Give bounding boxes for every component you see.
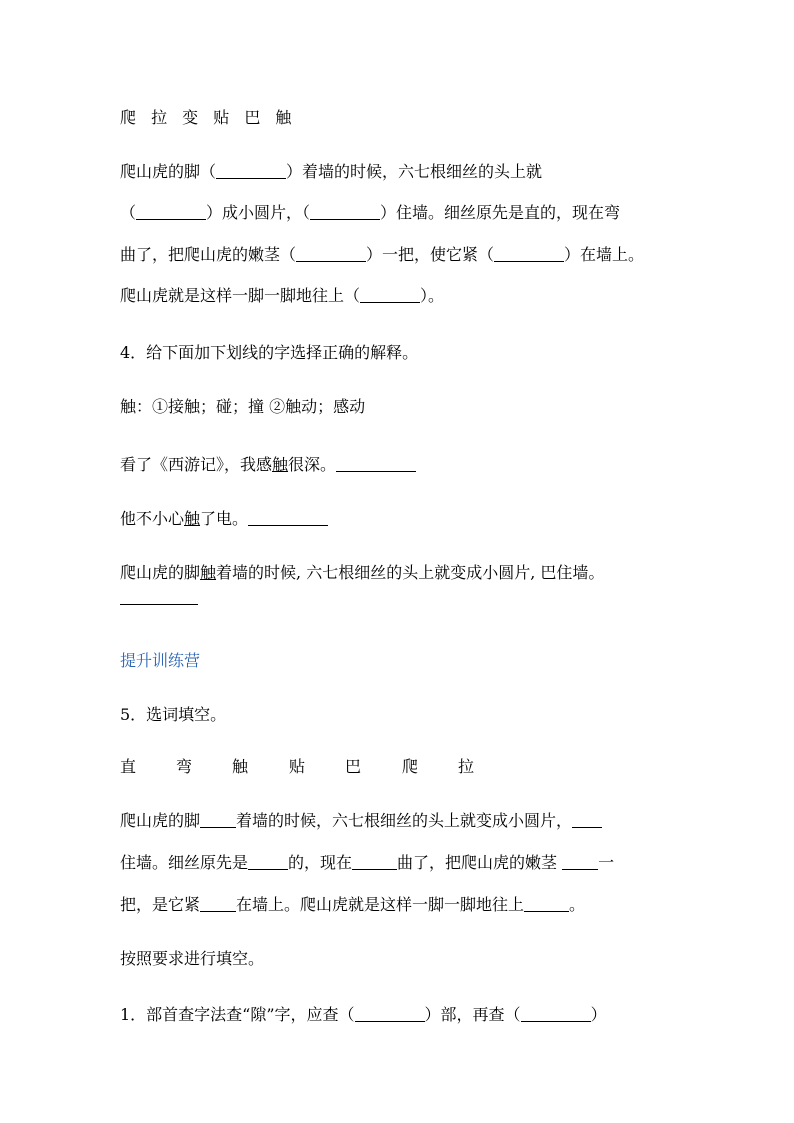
answer-blank[interactable] [310, 203, 380, 220]
answer-blank[interactable] [248, 853, 288, 870]
answer-blank[interactable] [355, 1005, 425, 1022]
answer-blank[interactable] [562, 853, 598, 870]
answer-blank[interactable] [494, 245, 564, 262]
answer-blank[interactable] [572, 811, 602, 828]
answer-blank[interactable] [521, 1005, 591, 1022]
definition-line: 触：①接触；碰；撞 ②触动；感动 [120, 397, 366, 416]
word-bank: 爬 拉 变 贴 巴 触 [120, 108, 297, 127]
section-heading: 提升训练营 [120, 651, 201, 670]
word-choice: 爬 [402, 757, 419, 776]
answer-blank[interactable] [296, 245, 366, 262]
answer-blank[interactable] [200, 811, 236, 828]
answer-blank[interactable] [524, 895, 569, 912]
paragraph-line: 住墙。细丝原先是 的，现在 曲了，把爬山虎的嫩茎 一 [120, 853, 615, 872]
answer-blank[interactable] [200, 895, 236, 912]
word-choice: 触 [232, 757, 249, 776]
answer-blank[interactable] [248, 509, 328, 526]
sentence-line: 他不小心触了电。 [120, 508, 328, 530]
sentence-line: 看了《西游记》，我感触很深。 [120, 454, 416, 476]
paragraph-line: （ ）成小圆片，（ ）住墙。细丝原先是直的，现在弯 [120, 203, 621, 222]
word-choice: 贴 [289, 757, 306, 776]
word-choice: 巴 [345, 757, 362, 776]
underlined-char: 触 [272, 455, 289, 474]
paragraph-line: 爬山虎的脚（ ）着墙的时候，六七根细丝的头上就 [120, 162, 543, 181]
answer-blank[interactable] [336, 455, 416, 472]
underlined-char: 触 [200, 563, 217, 582]
instruction-line: 按照要求进行填空。 [120, 949, 265, 968]
answer-blank[interactable] [216, 162, 286, 179]
question-title: 4．给下面加下划线的字选择正确的解释。 [120, 343, 419, 362]
paragraph-line: 爬山虎的脚 着墙的时候，六七根细丝的头上就变成小圆片， [120, 810, 602, 832]
answer-blank[interactable] [360, 286, 420, 303]
paragraph-line: 曲了，把爬山虎的嫩茎（ ）一把，使它紧（ ）在墙上。 [120, 245, 645, 264]
paragraph-line: 把，是它紧 在墙上。爬山虎就是这样一脚一脚地往上 。 [120, 895, 586, 914]
answer-blank[interactable] [120, 604, 198, 605]
underlined-char: 触 [184, 509, 201, 528]
answer-blank[interactable] [136, 203, 206, 220]
sentence-line: 爬山虎的脚触着墙的时候, 六七根细丝的头上就变成小圆片, 巴住墙。 [120, 563, 605, 582]
answer-blank[interactable] [352, 853, 397, 870]
word-choice: 直 [120, 757, 137, 776]
question-title: 5．选词填空。 [120, 705, 227, 724]
word-choice: 拉 [458, 757, 475, 776]
paragraph-line: 爬山虎就是这样一脚一脚地往上（ ）。 [120, 286, 445, 305]
question-line: 1．部首查字法查“隙”字，应查（ ）部，再查（ ） [120, 1005, 607, 1024]
word-choice: 弯 [176, 757, 193, 776]
